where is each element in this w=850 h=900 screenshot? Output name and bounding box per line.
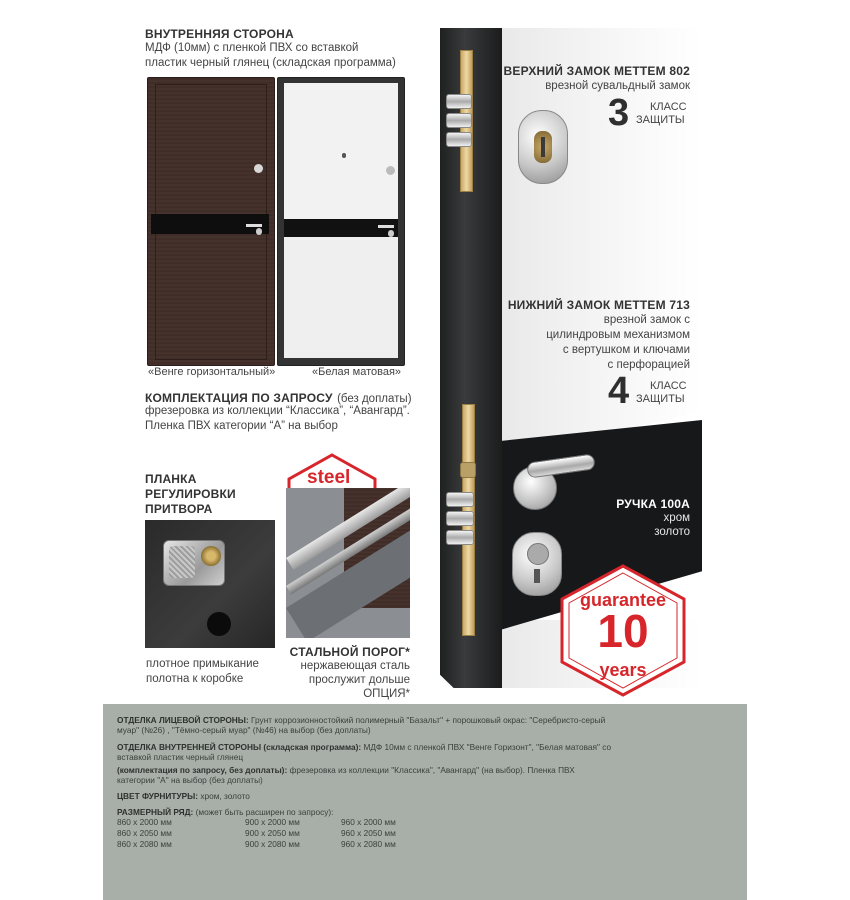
spec-inner-text-1: МДФ 10мм с пленкой ПВХ "Венге Горизонт", "Белая матовая" со [361, 742, 612, 752]
guarantee-unit: years [599, 660, 647, 680]
on-request-note: (без доплаты) [337, 393, 412, 405]
on-request-title: КОМПЛЕКТАЦИЯ ПО ЗАПРОСУ [145, 391, 333, 405]
strike-plate-title-3: ПРИТВОРА [145, 502, 213, 516]
spec-request-text-2: категории "А" на выбор (без доплаты) [117, 775, 263, 785]
spec-sizes-note: (может быть расширен по запросу): [193, 807, 334, 817]
inner-side-desc-1: МДФ (10мм) с пленкой ПВХ со вставкой [145, 42, 359, 54]
upper-keyhole-escutcheon-icon [518, 110, 568, 184]
lower-lock-line-2: цилиндровым механизмом [546, 329, 690, 341]
size-cell: 960 х 2000 мм [341, 817, 396, 827]
variant-white-label: «Белая матовая» [312, 366, 402, 378]
spec-sizes-label: РАЗМЕРНЫЙ РЯД: [117, 807, 194, 817]
wenge-door-panel [147, 77, 275, 366]
spec-inner-text-2: вставкой пластик черный глянец [117, 752, 244, 762]
spec-request-text-1: фрезеровка из коллекции "Классика", "Авангард" (на выбор). Пленка ПВХ [287, 765, 575, 775]
strike-plate-title-1: ПЛАНКА [145, 472, 197, 486]
specs-panel [103, 704, 747, 900]
upper-lock-class-number: 3 [608, 92, 630, 134]
handle-title: РУЧКА 100А [616, 497, 690, 511]
size-cell: 900 х 2050 мм [245, 828, 300, 838]
threshold-photo [286, 488, 410, 638]
spec-request-label: (комплектация по запросу, без доплаты): [117, 765, 288, 775]
variant-wenge-label: «Венге горизонтальный» [148, 366, 276, 378]
inner-side-title: ВНУТРЕННЯЯ СТОРОНА [145, 27, 294, 41]
strike-plate-caption-2: полотна к коробке [146, 673, 244, 685]
spec-inner-label: ОТДЕЛКА ВНУТРЕННЕЙ СТОРОНЫ (складская программа): [117, 742, 362, 752]
inner-side-desc-2: пластик черный глянец (складская программа) [145, 57, 396, 69]
size-cell: 860 х 2080 мм [117, 839, 172, 849]
strike-plate-title-2: РЕГУЛИРОВКИ [145, 487, 236, 501]
spec-face-text-1: Грунт коррозионностойкий полимерный "Базальт" + порошковый окрас: "Серебристо-серый [248, 715, 606, 725]
upper-lock-protection-word: ЗАЩИТЫ [636, 114, 685, 126]
lower-lock-class-number: 4 [608, 370, 630, 412]
spec-face-label: ОТДЕЛКА ЛИЦЕВОЙ СТОРОНЫ: [117, 715, 249, 725]
lower-lock-title: НИЖНИЙ ЗАМОК METTEM 713 [507, 298, 690, 312]
guarantee-word: guarantee [579, 590, 667, 610]
steel-badge-label: steel [307, 467, 351, 488]
size-cell: 960 х 2080 мм [341, 839, 396, 849]
threshold-line-3: ОПЦИЯ* [363, 688, 410, 700]
strike-plate-photo [145, 520, 275, 648]
on-request-line-1: фрезеровка из коллекции “Классика”, “Авангард”. [145, 405, 410, 417]
lower-lock-line-3: с вертушком и ключами [562, 344, 690, 356]
strike-plate-caption-1: плотное примыкание [146, 658, 259, 670]
size-cell: 860 х 2000 мм [117, 817, 172, 827]
handle-line-1: хром [663, 512, 690, 524]
threshold-title: СТАЛЬНОЙ ПОРОГ* [289, 645, 410, 659]
lower-lock-protection-word: ЗАЩИТЫ [636, 393, 685, 405]
size-cell: 900 х 2080 мм [245, 839, 300, 849]
lower-lock-line-1: врезной замок с [603, 314, 690, 326]
size-cell: 960 х 2050 мм [341, 828, 396, 838]
lower-lock-class-word: КЛАСС [650, 380, 687, 392]
threshold-line-2: прослужит дольше [308, 674, 410, 686]
spec-face-text-2: муар" (№26) , "Тёмно-серый муар" (№46) на выбор (без доплаты) [117, 725, 371, 735]
spec-fittings-text: хром, золото [198, 791, 250, 801]
door-handle-icon [513, 452, 593, 512]
cylinder-rosette-icon [512, 532, 562, 596]
size-cell: 860 х 2050 мм [117, 828, 172, 838]
spec-fittings-label: ЦВЕТ ФУРНИТУРЫ: [117, 791, 199, 801]
size-cell: 900 х 2000 мм [245, 817, 300, 827]
guarantee-number: 10 [597, 605, 649, 657]
on-request-line-2: Пленка ПВХ категории “А” на выбор [145, 420, 338, 432]
upper-lock-desc: врезной сувальдный замок [545, 80, 690, 92]
lower-lock-line-4: с перфорацией [607, 359, 690, 371]
threshold-line-1: нержавеющая сталь [300, 660, 410, 672]
handle-line-2: золото [654, 526, 690, 538]
upper-lock-title: ВЕРХНИЙ ЗАМОК METTEM 802 [503, 64, 690, 78]
white-door-panel [277, 77, 405, 366]
upper-lock-class-word: КЛАСС [650, 101, 687, 113]
